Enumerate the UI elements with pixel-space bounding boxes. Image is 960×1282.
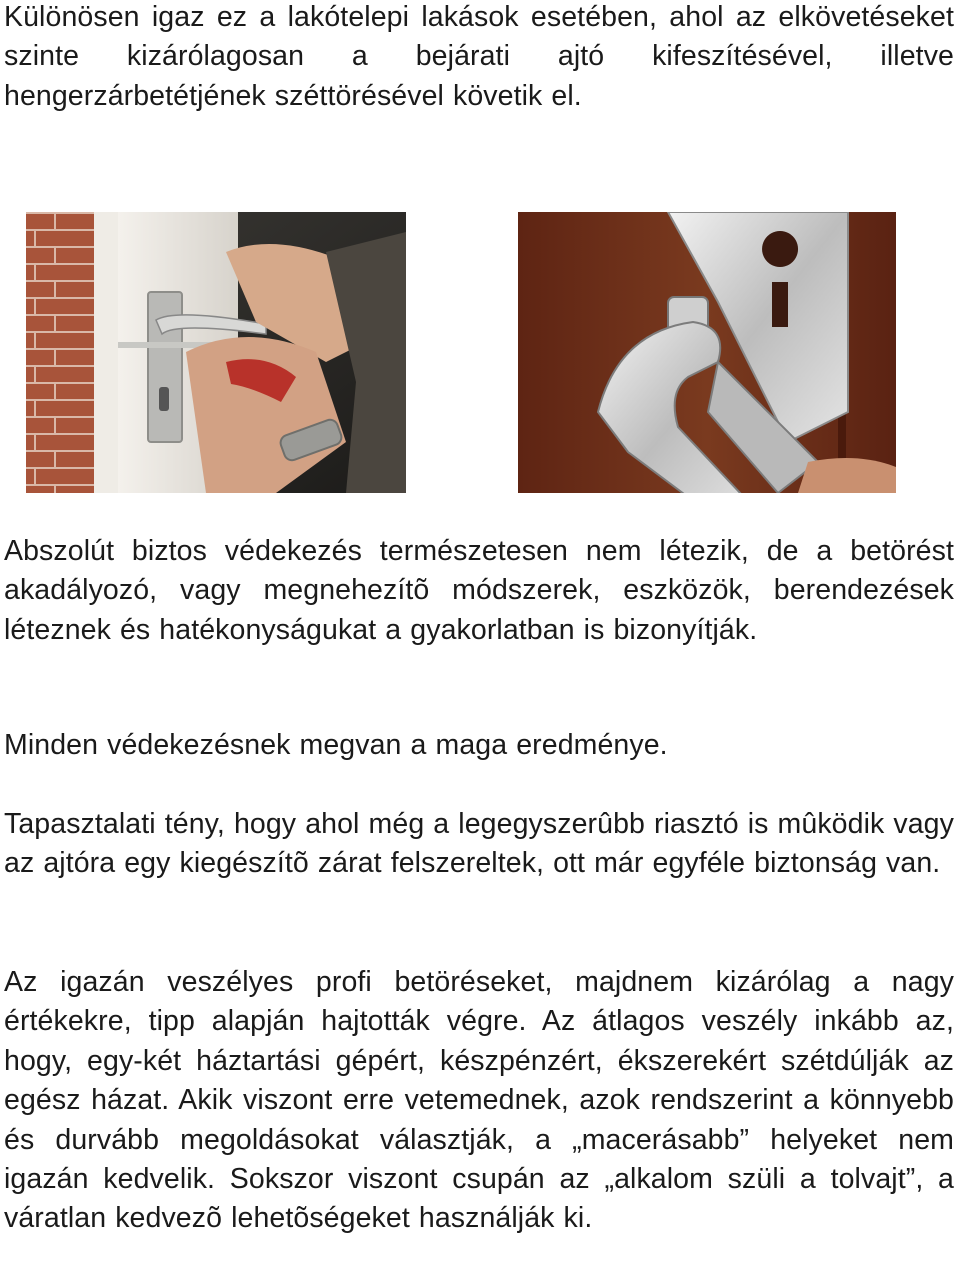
photo-lock-wrench (518, 212, 896, 493)
paragraph-intro: Különösen igaz ez a lakótelepi lakások esetében, ahol az elkövetéseket szinte kizárólagosan a bejárati ajtó kifeszítésével, illetve hengerzárbetétjének széttörésével követik el. (4, 1, 954, 112)
photo-door-prying (26, 212, 406, 493)
paragraph-no-absolute-protection: Abszolút biztos védekezés természetesen nem létezik, de a betörést akadályozó, vagy megnehezítõ módszerek, eszközök, berendezések léteznek és hatékonyságukat a gyakorlatban is bizonyítják. (4, 535, 954, 646)
paragraph-every-defense: Minden védekezésnek megvan a maga eredménye. (4, 729, 668, 761)
paragraph-professional-burglaries: Az igazán veszélyes profi betöréseket, majdnem kizárólag a nagy értékekre, tipp alapján hajtották végre. Az átlagos veszély inkább az, hogy, egy-két háztartási gépért, készpénzért, ékszerekért szétdúlják az egész házat. Akik viszont erre vetemednek, azok rendszerint a könnyebb és durvább megoldásokat választják, a „macerásabb” helyeket nem igazán kedvelik. Sokszor viszont csupán az „alkalom szüli a tolvajt”, a váratlan kedvezõ lehetõségeket használják ki. (4, 966, 954, 1235)
paragraph-experience-fact: Tapasztalati tény, hogy ahol még a legegyszerûbb riasztó is mûködik vagy az ajtóra egy kiegészítõ zárat felszereltek, ott már egyféle biztonság van. (4, 808, 954, 880)
